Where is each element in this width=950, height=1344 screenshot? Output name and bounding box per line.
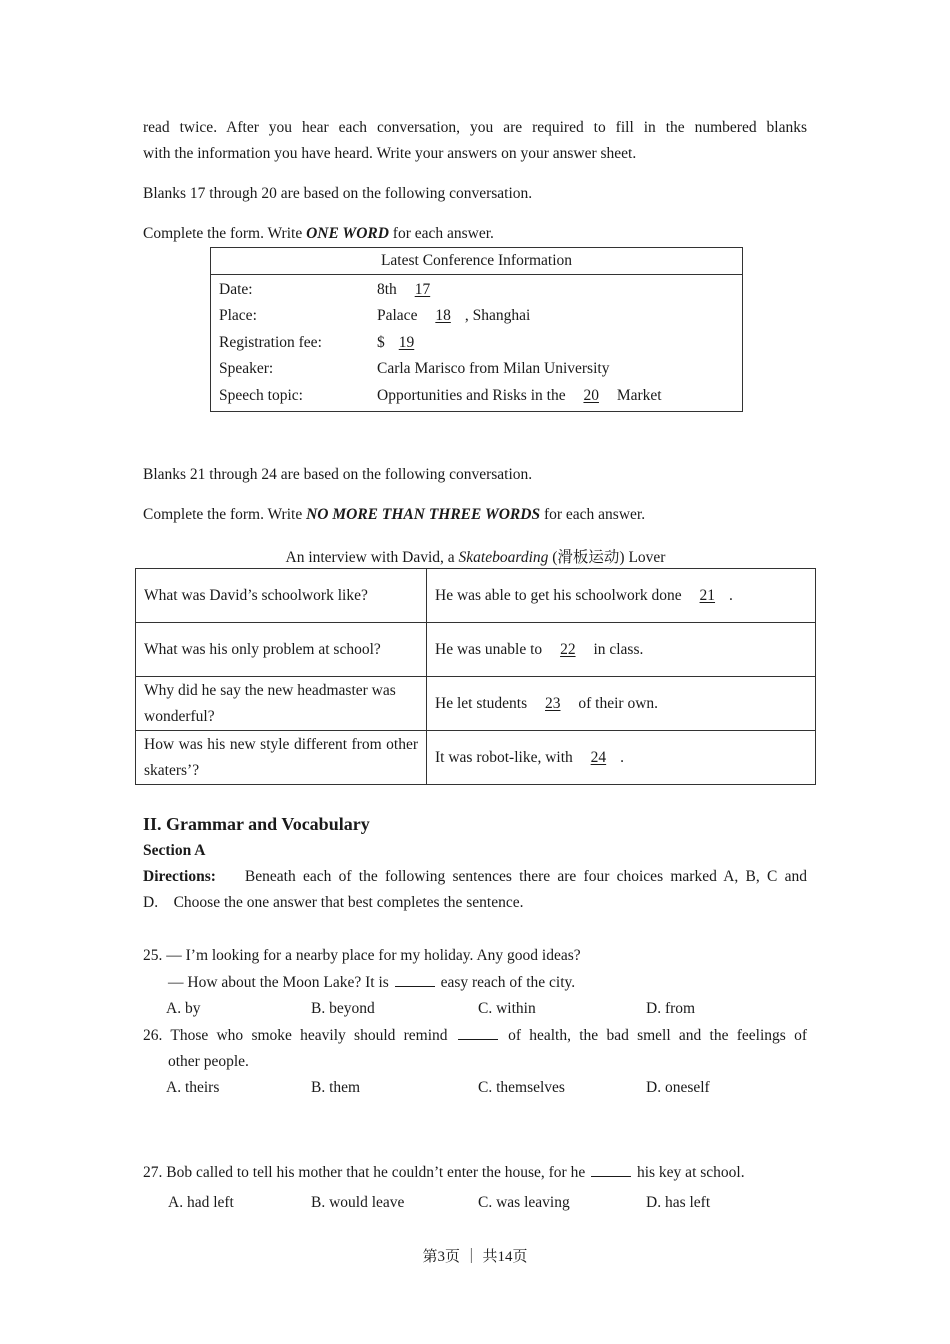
option-d: D. has left xyxy=(646,1194,711,1211)
row-label: Place: xyxy=(219,307,257,325)
option-c: C. within xyxy=(478,1000,536,1017)
page-footer: 第3页 ｜ 共14页 xyxy=(422,1249,528,1265)
row-label: Speaker: xyxy=(219,360,274,378)
question-25-options xyxy=(166,1000,695,1018)
conference-table-title: Latest Conference Information xyxy=(211,248,742,275)
answer-blank: 18 xyxy=(435,307,451,325)
option-d: D. from xyxy=(646,1000,696,1017)
conference-info-table xyxy=(210,247,743,412)
section-title: II. Grammar and Vocabulary xyxy=(143,814,370,834)
question-26-line2: other people. xyxy=(168,1053,249,1070)
question-26-stem: 26. Those who smoke heavily should remind of health, the bad smell and the feelings of xyxy=(143,1027,807,1044)
fill-blank xyxy=(591,1175,631,1177)
question-cell: How was his new style different from other skaters’? xyxy=(136,731,427,785)
fill-blank xyxy=(395,985,435,987)
interview-table xyxy=(135,568,816,785)
table-row xyxy=(211,277,742,303)
fill-blank xyxy=(458,1038,498,1040)
answer-blank: 21 xyxy=(699,586,716,604)
row-value: 8th 17 xyxy=(377,277,444,303)
table-row xyxy=(211,356,742,382)
row-value: Palace 18 , Shanghai xyxy=(377,303,530,329)
instruction-text: for each answer. xyxy=(388,225,494,242)
answer-blank: 20 xyxy=(583,386,599,404)
option-c: C. was leaving xyxy=(478,1194,570,1211)
question-25-stem: 25. — I’m looking for a nearby place for my holiday. Any good ideas? xyxy=(143,947,581,964)
table-row xyxy=(136,623,816,677)
directions-line-2: D. Choose the one answer that best completes the sentence. xyxy=(143,894,524,911)
question-cell: What was his only problem at school? xyxy=(136,623,427,677)
section-subtitle: Section A xyxy=(143,842,206,859)
intro-line-1: read twice. After you hear each conversation, you are required to fill in the numbered blanks xyxy=(143,119,807,136)
question-27-stem: 27. Bob called to tell his mother that he couldn’t enter the house, for he his key at school. xyxy=(143,1164,745,1181)
answer-blank: 17 xyxy=(414,281,431,298)
instruction-text: Complete the form. Write xyxy=(143,225,307,242)
option-b: B. beyond xyxy=(311,1000,375,1017)
option-a: A. theirs xyxy=(166,1079,220,1096)
row-value: $ 19 xyxy=(377,330,428,356)
row-label: Speech topic: xyxy=(219,386,303,404)
instruction-emphasis: NO MORE THAN THREE WORDS xyxy=(306,506,541,523)
directions-line-1: Directions: Beneath each of the following sentences there are four choices marked A, B, C and xyxy=(143,868,807,885)
option-d: D. oneself xyxy=(646,1079,710,1096)
table-row xyxy=(211,383,742,409)
option-b: B. them xyxy=(311,1079,361,1096)
part1-heading: Blanks 17 through 20 are based on the following conversation. xyxy=(143,185,533,202)
interview-table-title: An interview with David, a Skateboarding (滑板运动) Lover xyxy=(285,549,666,566)
answer-blank: 24 xyxy=(590,748,607,766)
option-c: C. themselves xyxy=(478,1079,565,1096)
table-row xyxy=(136,677,816,731)
question-cell: What was David’s schoolwork like? xyxy=(136,569,427,623)
instruction-text: for each answer. xyxy=(540,506,646,523)
row-value: Carla Marisco from Milan University xyxy=(377,360,610,378)
table-row xyxy=(136,569,816,623)
table-row xyxy=(211,303,742,329)
question-cell: Why did he say the new headmaster was wonderful? xyxy=(136,677,427,731)
part2-instruction xyxy=(143,506,645,524)
part1-instruction xyxy=(143,225,494,243)
part2-heading: Blanks 21 through 24 are based on the following conversation. xyxy=(143,466,533,483)
answer-blank: 23 xyxy=(545,694,561,712)
option-b: B. would leave xyxy=(311,1194,405,1211)
answer-blank: 22 xyxy=(560,640,576,658)
question-27-options xyxy=(168,1194,710,1212)
question-26-options xyxy=(166,1079,710,1097)
option-a: A. by xyxy=(166,1000,201,1017)
table-row xyxy=(211,330,742,356)
option-a: A. had left xyxy=(168,1194,234,1211)
row-value: Opportunities and Risks in the 20 Market xyxy=(377,383,662,409)
instruction-text: Complete the form. Write xyxy=(143,506,307,523)
answer-blank: 19 xyxy=(398,333,415,351)
answer-cell: He was unable to 22 in class. xyxy=(427,623,816,677)
instruction-emphasis: ONE WORD xyxy=(306,225,389,242)
intro-line-2: with the information you have heard. Write your answers on your answer sheet. xyxy=(143,145,637,162)
answer-cell: He let students 23 of their own. xyxy=(427,677,816,731)
row-label: Registration fee: xyxy=(219,333,322,351)
question-25-line2: — How about the Moon Lake? It is easy reach of the city. xyxy=(168,974,576,991)
answer-cell: It was robot-like, with 24 . xyxy=(427,731,816,785)
table-row xyxy=(136,731,816,785)
row-label: Date: xyxy=(219,281,253,298)
answer-cell: He was able to get his schoolwork done 21 . xyxy=(427,569,816,623)
